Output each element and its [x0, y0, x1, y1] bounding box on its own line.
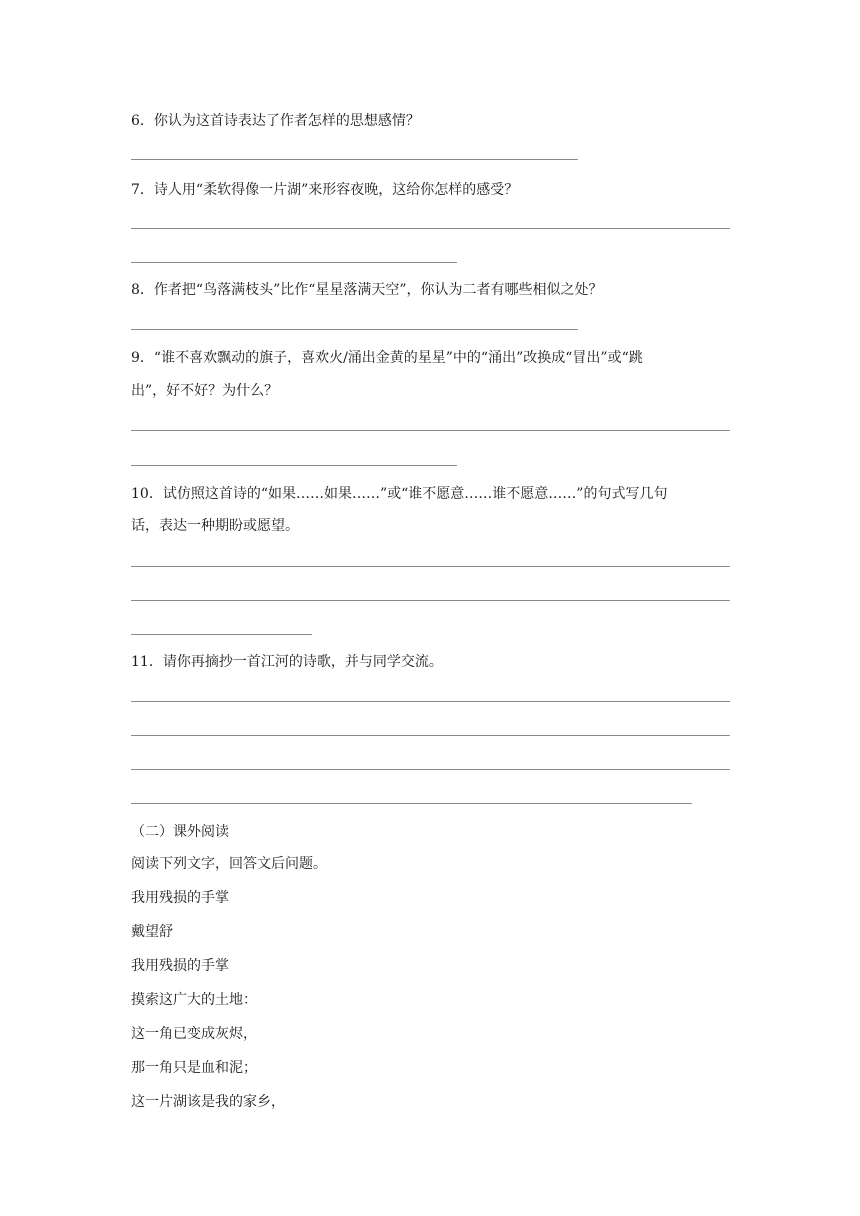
q9-text-line-2: 出”，好不好？为什么？ [131, 383, 279, 399]
q7-text: 7．诗人用“柔软得像一片湖”来形容夜晚，这给你怎样的感受？ [131, 182, 519, 198]
q9-answer-line-2[interactable] [131, 465, 457, 466]
poem-line: 那一角只是血和泥； [131, 1060, 257, 1076]
q11-answer-line-3[interactable] [131, 769, 730, 770]
q10-text-line-1: 10．试仿照这首诗的“如果……如果……”或“谁不愿意……谁不愿意……”的句式写几句 [131, 486, 668, 502]
q7-answer-line-2[interactable] [131, 262, 457, 263]
q11-answer-line-2[interactable] [131, 735, 730, 736]
q8-answer-line[interactable] [131, 329, 578, 330]
q7-answer-line-1[interactable] [131, 228, 730, 229]
q10-answer-line-2[interactable] [131, 600, 730, 601]
q9-answer-line-1[interactable] [131, 430, 730, 431]
poem-line: 这一片湖该是我的家乡， [131, 1094, 285, 1110]
section-heading: （二）课外阅读 [131, 824, 229, 840]
reading-instruction: 阅读下列文字，回答文后问题。 [131, 856, 327, 872]
poem-line: 这一角已变成灰烬， [131, 1026, 257, 1042]
poem-author: 戴望舒 [131, 924, 173, 940]
q11-answer-line-4[interactable] [131, 803, 692, 804]
q6-answer-line[interactable] [131, 159, 578, 160]
poem-line: 摸索这广大的土地： [131, 992, 257, 1008]
q9-text-line-1: 9．“谁不喜欢飘动的旗子，喜欢火/涌出金黄的星星”中的“涌出”改换成“冒出”或“跳 [131, 350, 643, 366]
q10-answer-line-1[interactable] [131, 566, 730, 567]
q10-answer-line-3[interactable] [131, 634, 312, 635]
q6-text: 6．你认为这首诗表达了作者怎样的思想感情？ [131, 113, 420, 129]
q10-text-line-2: 话，表达一种期盼或愿望。 [131, 518, 299, 534]
poem-line: 我用残损的手掌 [131, 958, 229, 974]
q8-text: 8．作者把“鸟落满枝头”比作“星星落满天空”，你认为二者有哪些相似之处？ [131, 282, 603, 298]
q11-answer-line-1[interactable] [131, 701, 730, 702]
poem-title: 我用残损的手掌 [131, 890, 229, 906]
q11-text: 11．请你再摘抄一首江河的诗歌，并与同学交流。 [131, 654, 443, 670]
